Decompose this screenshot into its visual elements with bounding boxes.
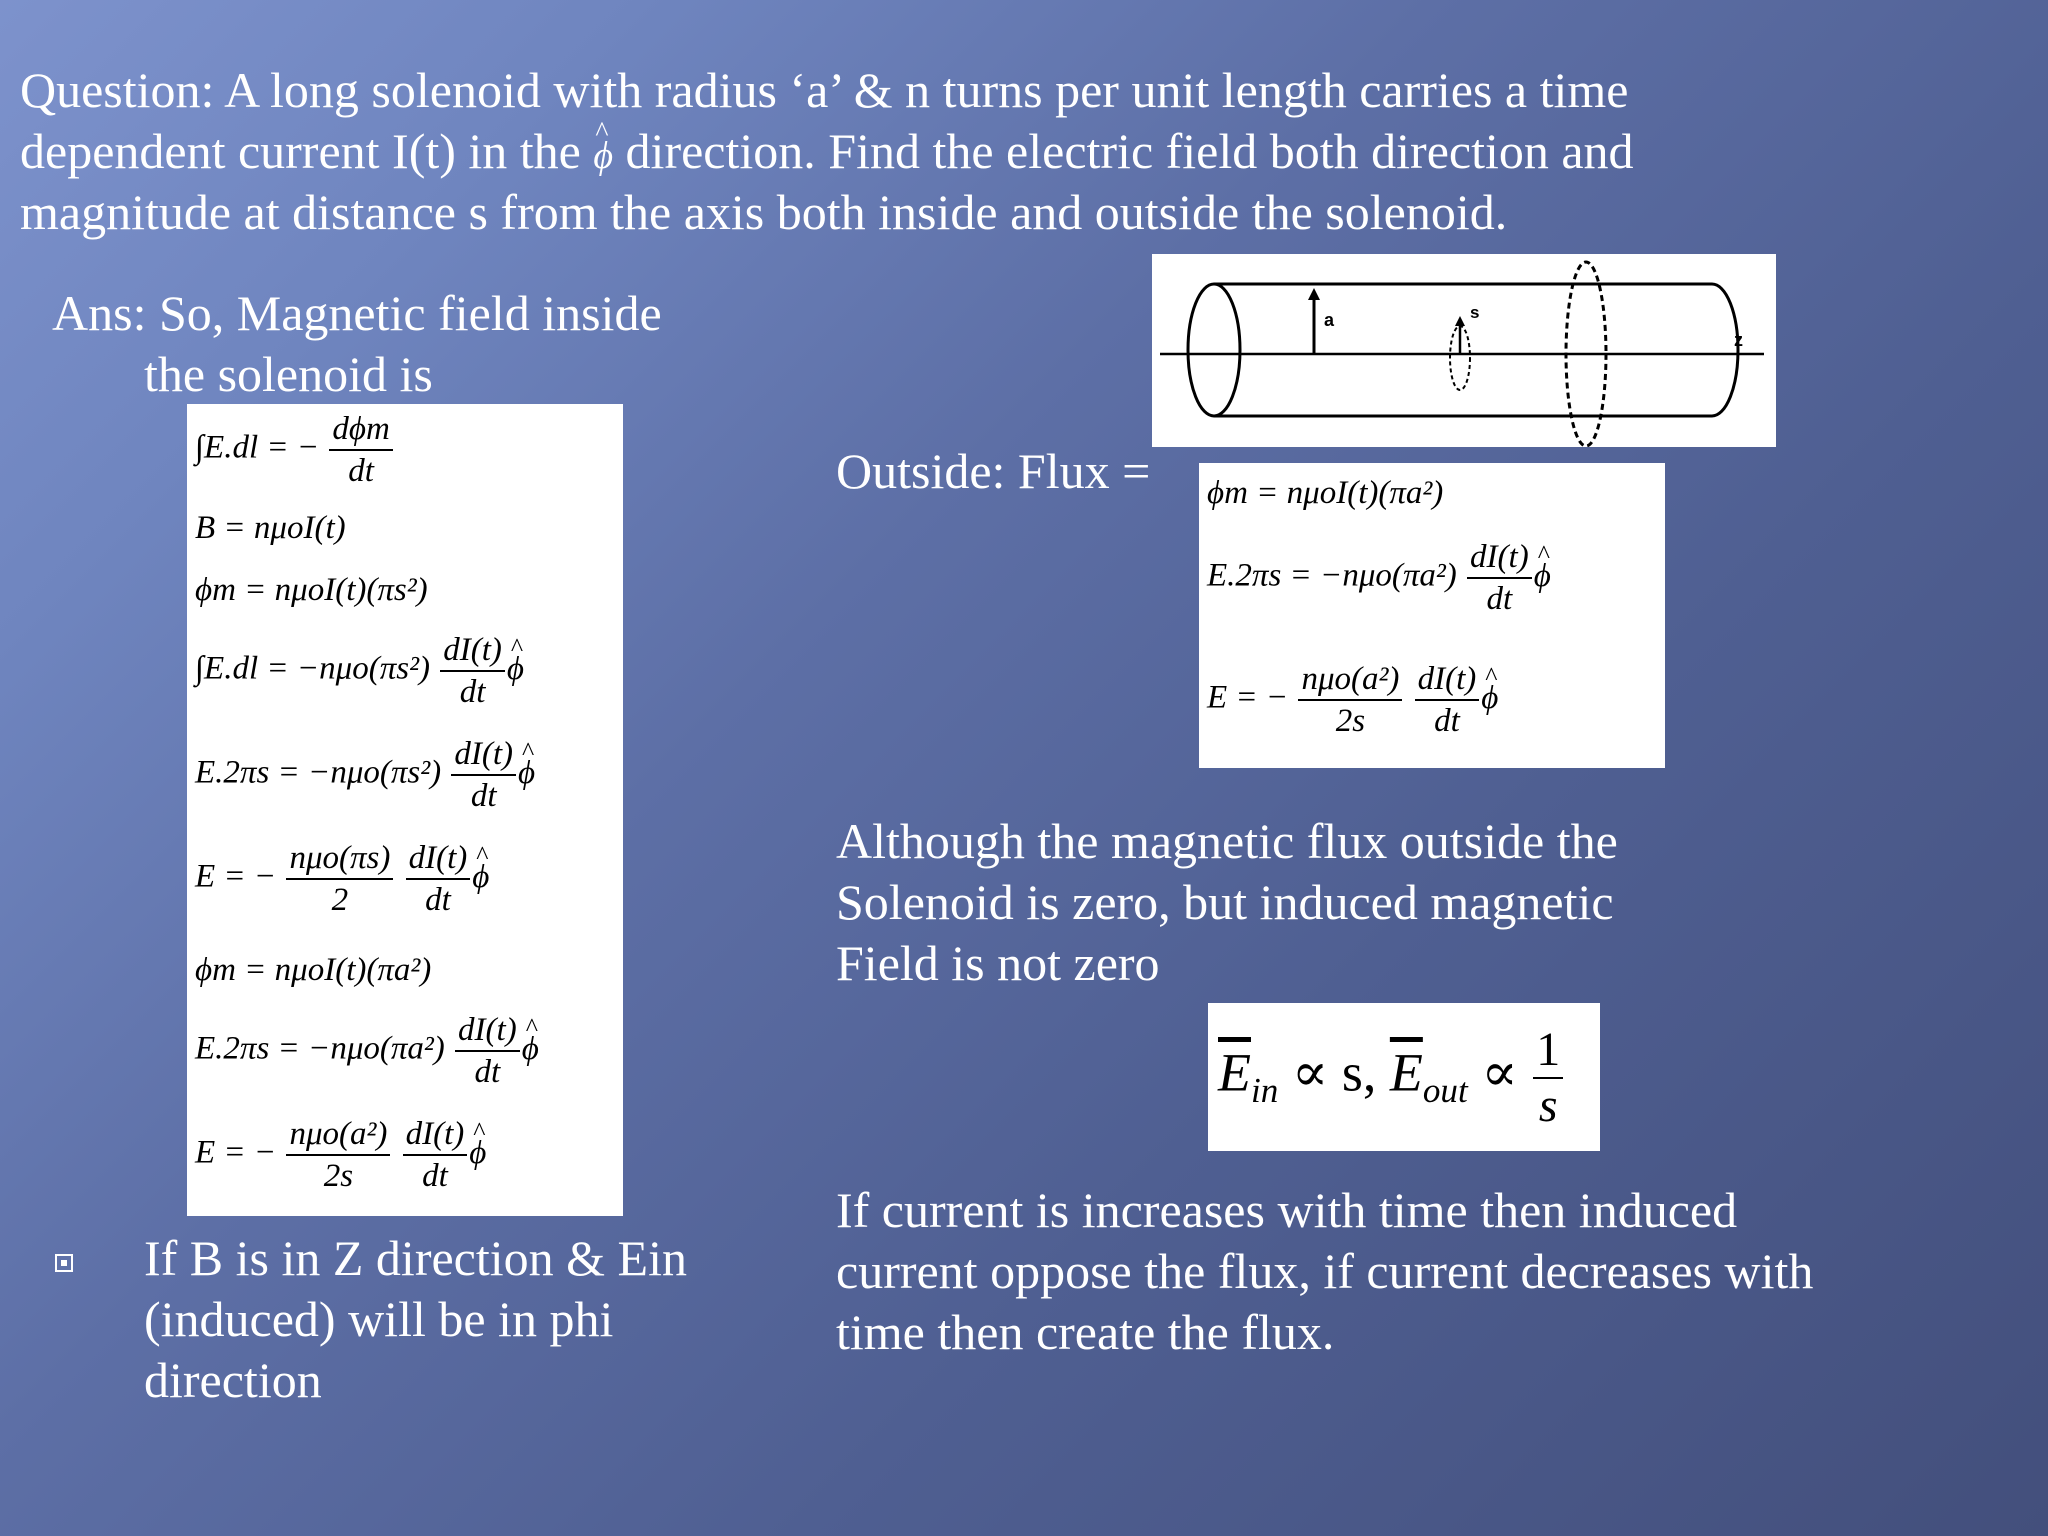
eq8-phi-hat: ^ ϕ xyxy=(522,1031,539,1068)
out-eq-line-1: ϕm = nμoI(t)(πa²) xyxy=(1207,475,1444,511)
out-eq2-fraction xyxy=(1467,537,1532,619)
bullet-line-1: If B is in Z direction & Ein xyxy=(144,1230,687,1286)
eq6-num: nμo(πs) xyxy=(286,838,393,880)
outside-derivation-box xyxy=(1199,463,1665,768)
eq5-den: dt xyxy=(470,778,497,814)
proportional-symbol: ∝ xyxy=(1467,1042,1532,1103)
eq4-lhs: ∫E.dl = −nμo(πs²) xyxy=(195,650,430,687)
eq-line-9 xyxy=(195,1114,486,1196)
frac-num: 1 xyxy=(1533,1023,1563,1079)
out-eq2-lhs: E.2πs = −nμo(πa²) xyxy=(1207,557,1457,594)
question-line-2 xyxy=(20,121,1634,187)
eq9-didt-den: dt xyxy=(422,1158,448,1194)
out-eq3-didt-num: dI(t) xyxy=(1415,659,1480,701)
eq6-den: 2 xyxy=(331,882,349,918)
out-eq2-num: dI(t) xyxy=(1467,537,1532,579)
eq8-num: dI(t) xyxy=(455,1010,520,1052)
eq6-phi-hat: ^ ϕ xyxy=(472,859,489,896)
out-eq3-phi-hat: ^ ϕ xyxy=(1481,680,1498,717)
eq6-didt-num: dI(t) xyxy=(406,838,471,880)
answer-line-1: Ans: So, Magnetic field inside xyxy=(52,285,662,341)
e-in-subscript: in xyxy=(1251,1071,1279,1111)
eq5-num: dI(t) xyxy=(451,734,516,776)
bullet-line-2: (induced) will be in phi xyxy=(144,1291,614,1347)
eq-line-8 xyxy=(195,1010,539,1092)
label-s: s xyxy=(1470,303,1480,322)
out-eq2-phi-hat: ^ ϕ xyxy=(1534,558,1551,595)
eq9-didt xyxy=(403,1114,468,1196)
eq8-fraction xyxy=(455,1010,520,1092)
solenoid-diagram xyxy=(1152,254,1776,447)
eq-line-7: ϕm = nμoI(t)(πa²) xyxy=(195,952,432,988)
eq9-den: 2s xyxy=(323,1158,354,1194)
one-over-s xyxy=(1533,1023,1563,1133)
proportional-to-s: ∝ s, xyxy=(1278,1042,1390,1103)
eq5-fraction xyxy=(451,734,516,816)
eq9-phi-hat: ^ ϕ xyxy=(469,1135,486,1172)
eq6-fraction xyxy=(286,838,393,920)
frac-den: s xyxy=(1538,1079,1558,1132)
out-eq3-den: 2s xyxy=(1335,703,1366,739)
bullet-line-3: direction xyxy=(144,1352,322,1408)
out-eq3-didt-den: dt xyxy=(1434,703,1460,739)
eq-line-4 xyxy=(195,630,524,712)
proportionality-line xyxy=(1218,1023,1565,1133)
eq6-didt xyxy=(406,838,471,920)
e-out-subscript: out xyxy=(1422,1071,1468,1111)
question-line-3: magnitude at distance s from the axis both inside and outside the solenoid. xyxy=(20,184,1508,240)
out-eq3-fraction xyxy=(1298,659,1402,741)
inside-derivation-box xyxy=(187,404,623,1216)
label-z: z xyxy=(1734,330,1743,350)
answer-line-2: the solenoid is xyxy=(144,346,433,402)
conclusion-line-3: time then create the flux. xyxy=(836,1304,1335,1360)
phi-hat-symbol: ^ ϕ xyxy=(593,126,613,187)
eq6-didt-den: dt xyxy=(425,882,451,918)
eq-line-1 xyxy=(195,409,395,491)
eq8-lhs: E.2πs = −nμo(πa²) xyxy=(195,1030,445,1067)
question-line-1: Question: A long solenoid with radius ‘a’ & n turns per unit length carries a time xyxy=(20,62,1629,118)
eq-line-5 xyxy=(195,734,535,816)
solenoid-svg xyxy=(1152,254,1776,447)
proportionality-box xyxy=(1208,1003,1600,1151)
question-line-2-end: direction. Find the electric field both direction and xyxy=(613,123,1634,179)
eq1-fraction xyxy=(329,409,392,491)
eq1-num: dϕm xyxy=(329,409,392,451)
out-eq3-num: nμo(a²) xyxy=(1298,659,1402,701)
eq4-fraction xyxy=(440,630,505,712)
eq5-lhs: E.2πs = −nμo(πs²) xyxy=(195,754,442,791)
eq6-lhs: E = − xyxy=(195,858,277,895)
eq8-den: dt xyxy=(474,1054,501,1090)
eq9-num: nμo(a²) xyxy=(286,1114,390,1156)
label-a: a xyxy=(1324,310,1335,330)
conclusion-line-1: If current is increases with time then induced xyxy=(836,1182,1738,1238)
note-line-3: Field is not zero xyxy=(836,935,1160,991)
out-eq-line-2 xyxy=(1207,537,1551,619)
out-eq-line-3 xyxy=(1207,659,1498,741)
eq9-lhs: E = − xyxy=(195,1134,277,1171)
e-in: $\overline{E}$ xyxy=(1218,1042,1251,1103)
note-line-1: Although the magnetic flux outside the xyxy=(836,813,1618,869)
out-eq2-den: dt xyxy=(1486,581,1513,617)
conclusion-line-2: current oppose the flux, if current decreases with xyxy=(836,1243,1814,1299)
eq4-phi-hat: ^ ϕ xyxy=(507,651,524,688)
out-eq3-didt xyxy=(1415,659,1480,741)
bullet-icon xyxy=(55,1254,73,1272)
eq-line-3: ϕm = nμoI(t)(πs²) xyxy=(195,572,428,608)
eq4-den: dt xyxy=(459,674,486,710)
eq4-num: dI(t) xyxy=(440,630,505,672)
out-eq3-lhs: E = − xyxy=(1207,679,1289,716)
e-out: $\overline{E}$ xyxy=(1389,1042,1423,1103)
eq1-lhs: ∫E.dl = − xyxy=(195,429,320,466)
eq9-fraction xyxy=(286,1114,390,1196)
note-line-2: Solenoid is zero, but induced magnetic xyxy=(836,874,1614,930)
question-line-2-start: dependent current I(t) in the xyxy=(20,123,581,179)
eq-line-6 xyxy=(195,838,489,920)
outside-label: Outside: Flux = xyxy=(836,443,1151,499)
eq9-didt-num: dI(t) xyxy=(403,1114,468,1156)
eq1-den: dt xyxy=(348,453,374,489)
eq5-phi-hat: ^ ϕ xyxy=(518,755,535,792)
eq-line-2: B = nμoI(t) xyxy=(195,510,346,546)
